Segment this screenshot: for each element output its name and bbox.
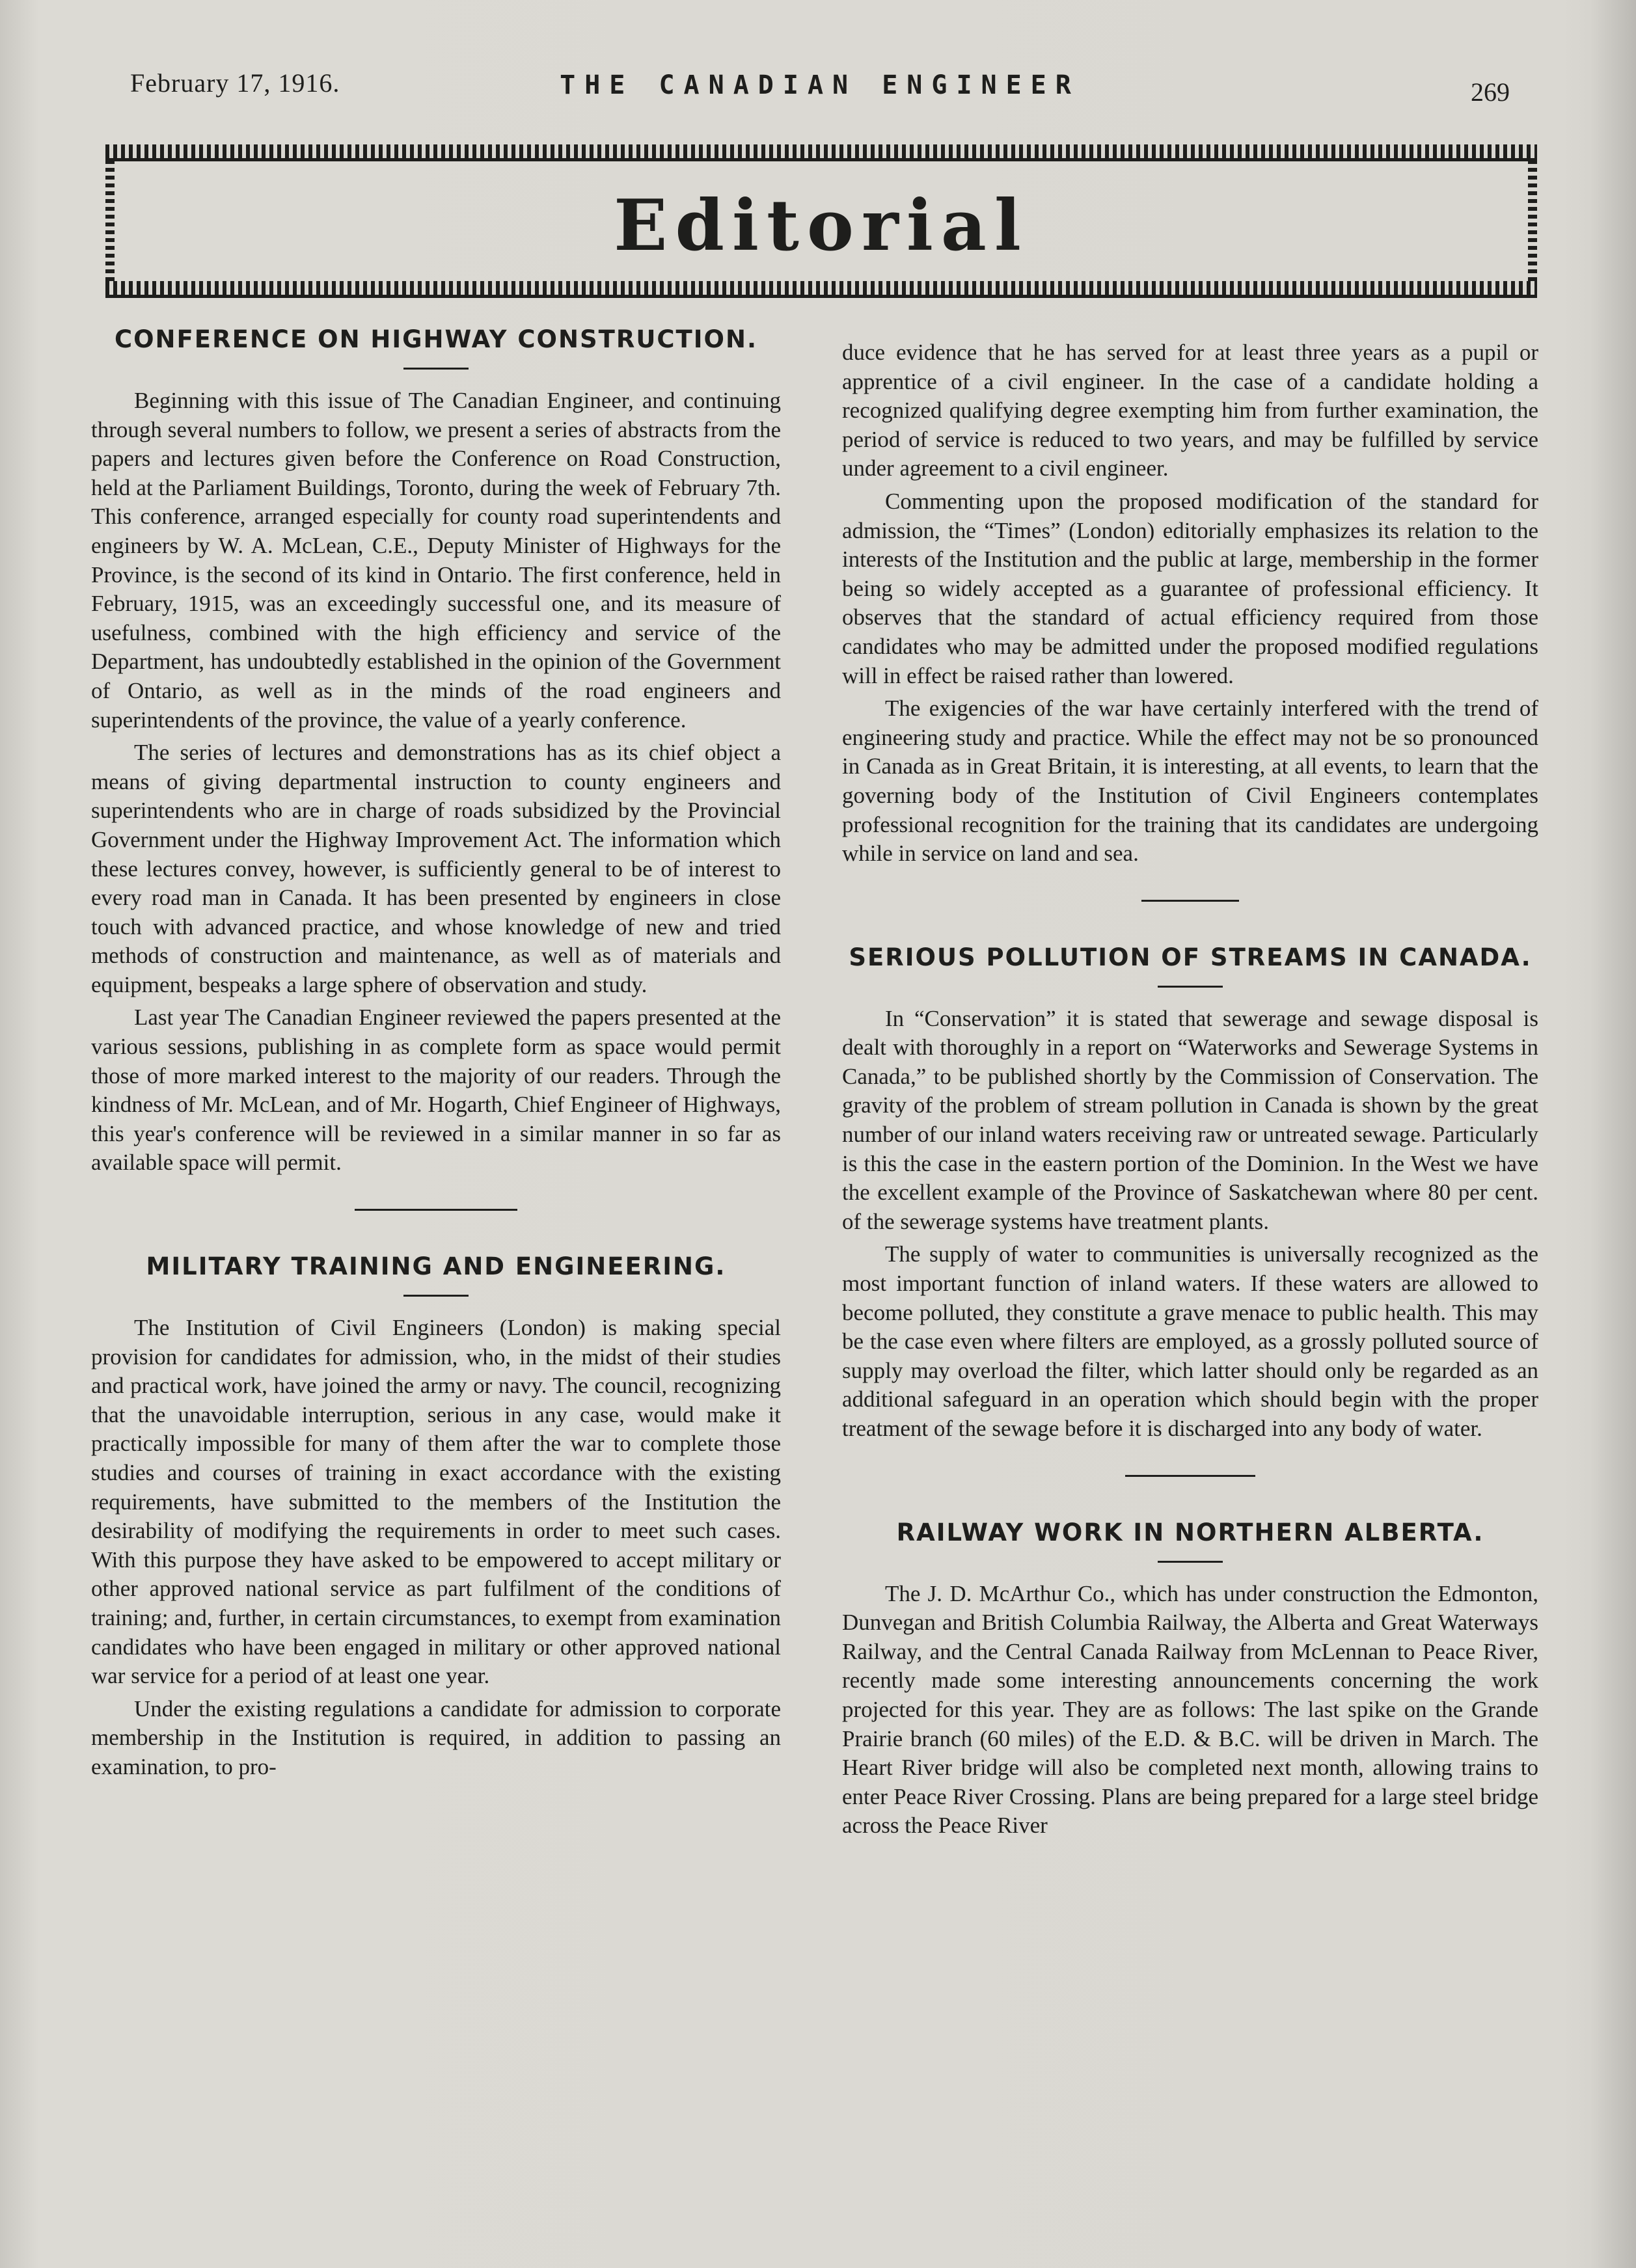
left-column xyxy=(91,325,781,1786)
banner-title: Editorial xyxy=(614,185,1029,267)
heading-highway-conference: CONFERENCE ON HIGHWAY CONSTRUCTION. xyxy=(114,325,758,353)
heading-railway-alberta: RAILWAY WORK IN NORTHERN ALBERTA. xyxy=(896,1518,1484,1546)
right-column xyxy=(842,338,1538,1844)
paragraph: In “Conservation” it is stated that sewerage and sewage disposal is dealt with thoroughly in a report on “Waterworks and Sewerage Systems in Canada,” to be published shortly by the Commission of Conservation. The gravity of the problem of stream pollution in Canada is shown by the great number of our inland waters receiving raw or untreated sewage. Particularly is this the case in the eastern portion of the Dominion. In the West we have the excellent example of the Province of Saskatchewan where 80 per cent. of the sewerage systems have treatment plants. xyxy=(842,1005,1538,1234)
paragraph: The series of lectures and demonstrations has as its chief object a means of giving departmental instruction to county engineers and superintendents who are in charge of roads subsidized by the Provincial Government under the Highway Improvement Act. The information which these lectures convey, however, is sufficiently general to be of interest to every road man in Canada. It has been presented by engineers in close touch with advanced practice, and whose knowledge of new and tried methods of construction and maintenance, as well as of materials and equipment, bespeaks a large sphere of observation and study. xyxy=(91,740,781,997)
paragraph-continued: duce evidence that he has served for at least three years as a pupil or apprentice of a civil engineer. In the case of a candidate holding a recognized qualifying degree exempting him from further examination, the period of service is reduced to two years, and may be fulfilled by service under agreement to a civil engineer. xyxy=(842,340,1538,481)
page-number: 269 xyxy=(1471,77,1510,107)
section-separator xyxy=(1125,1475,1255,1477)
paragraph: Under the existing regulations a candidate for admission to corporate membership in the Institution is required, in addition to passing an examination, to pro- xyxy=(91,1695,781,1779)
paragraph: Last year The Canadian Engineer reviewed the papers presented at the various sessions, publishing in as complete form as space would permit those of more marked interest to the majority of our readers. Through the kindness of Mr. McLean, and of Mr. Hogarth, Chief Engineer of Highways, this year's conference will be reviewed in a similar manner in so far as available space will permit. xyxy=(91,1005,781,1176)
journal-title: THE CANADIAN ENGINEER xyxy=(560,70,1080,100)
paragraph: The J. D. McArthur Co., which has under construction the Edmonton, Dunvegan and British Columbia Railway, the Alberta and Great Waterways Railway, and the Central Canada Railway from McLennan to Peace River, recently made some interesting announcements concerning the work projected for this year. They are as follows: The last spike on the Grande Prairie branch (60 miles) of the E.D. & B.C. will be driven in March. The Heart River bridge will also be completed next month, allowing trains to enter Peace River Crossing. Plans are being prepared for a large steel bridge across the Peace River xyxy=(842,1580,1538,1839)
editorial-banner xyxy=(105,144,1537,298)
section-separator xyxy=(1141,900,1239,902)
issue-date: February 17, 1916. xyxy=(130,68,340,98)
running-head xyxy=(130,65,1510,111)
banner-rule-bottom xyxy=(105,281,1537,298)
paragraph: The supply of water to communities is universally recognized as the most important function of inland waters. If these waters are allowed to become polluted, they constitute a grave menace to public health. This may be the case even where filters are employed, as a grossly polluted source of supply may overload the filter, which latter should only be regarded as an additional safeguard in an operation which should begin with the proper treatment of the sewage before it is discharged into any body of water. xyxy=(842,1241,1538,1441)
paragraph: The exigencies of the war have certainly interfered with the trend of engineering study and practice. While the effect may not be so pronounced in Canada as in Great Britain, it is interesting, at all events, to learn that the governing body of the Institution of Civil Engineers contemplates professional recognition for the training that its candidates are undergoing while in service on land and sea. xyxy=(842,695,1538,867)
paragraph: Commenting upon the proposed modification of the standard for admission, the “Times” (London) editorially emphasizes its relation to the interests of the Institution and the public at large, membership in the former being so widely accepted as a guarantee of professional efficiency. It observes that the standard of actual efficiency required from those candidates who may be admitted under the proposed modified regulations will in effect be raised rather than lowered. xyxy=(842,488,1538,688)
heading-stream-pollution: SERIOUS POLLUTION OF STREAMS IN CANADA. xyxy=(849,943,1532,971)
page-edge-shadow xyxy=(1590,0,1636,2268)
heading-rule xyxy=(1158,986,1223,988)
paragraph: The Institution of Civil Engineers (London) is making special provision for candidates for admission, who, in the midst of their studies and practical work, have joined the army or navy. The council, recognizing that the unavoidable interruption, serious in any case, would make it practically impossible for many of them after the war to complete those studies and courses of training in exact accordance with the existing requirements, have submitted to the members of the Institution the desirability of modifying the requirements in order to meet such cases. With this purpose they have asked to be empowered to accept military or other approved national service as part fulfilment of the conditions of training; and, further, in certain circumstances, to exempt from examination candidates who have been engaged in military or other approved national war service for a period of at least one year. xyxy=(91,1315,781,1689)
paragraph: Beginning with this issue of The Canadian Engineer, and continuing through several numbers to follow, we present a series of abstracts from the papers and lectures given before the Conference on Road Construction, held at the Parliament Buildings, Toronto, during the week of February 7th. This conference, arranged especially for county road superintendents and engineers by W. A. McLean, C.E., Deputy Minister of Highways for the Province, is the second of its kind in Ontario. The first conference, held in February, 1915, was an exceedingly successful one, and its measure of usefulness, combined with the high efficiency and service of the Department, has undoubtedly established in the opinion of the Government of Ontario, as well as in the minds of the road engineers and superintendents of the province, the value of a yearly conference. xyxy=(91,388,781,733)
section-separator xyxy=(355,1209,517,1211)
heading-rule xyxy=(403,368,469,370)
heading-rule xyxy=(1158,1561,1223,1563)
banner-rule-top xyxy=(105,144,1537,161)
heading-military-training: MILITARY TRAINING AND ENGINEERING. xyxy=(146,1252,726,1281)
heading-rule xyxy=(403,1295,469,1297)
